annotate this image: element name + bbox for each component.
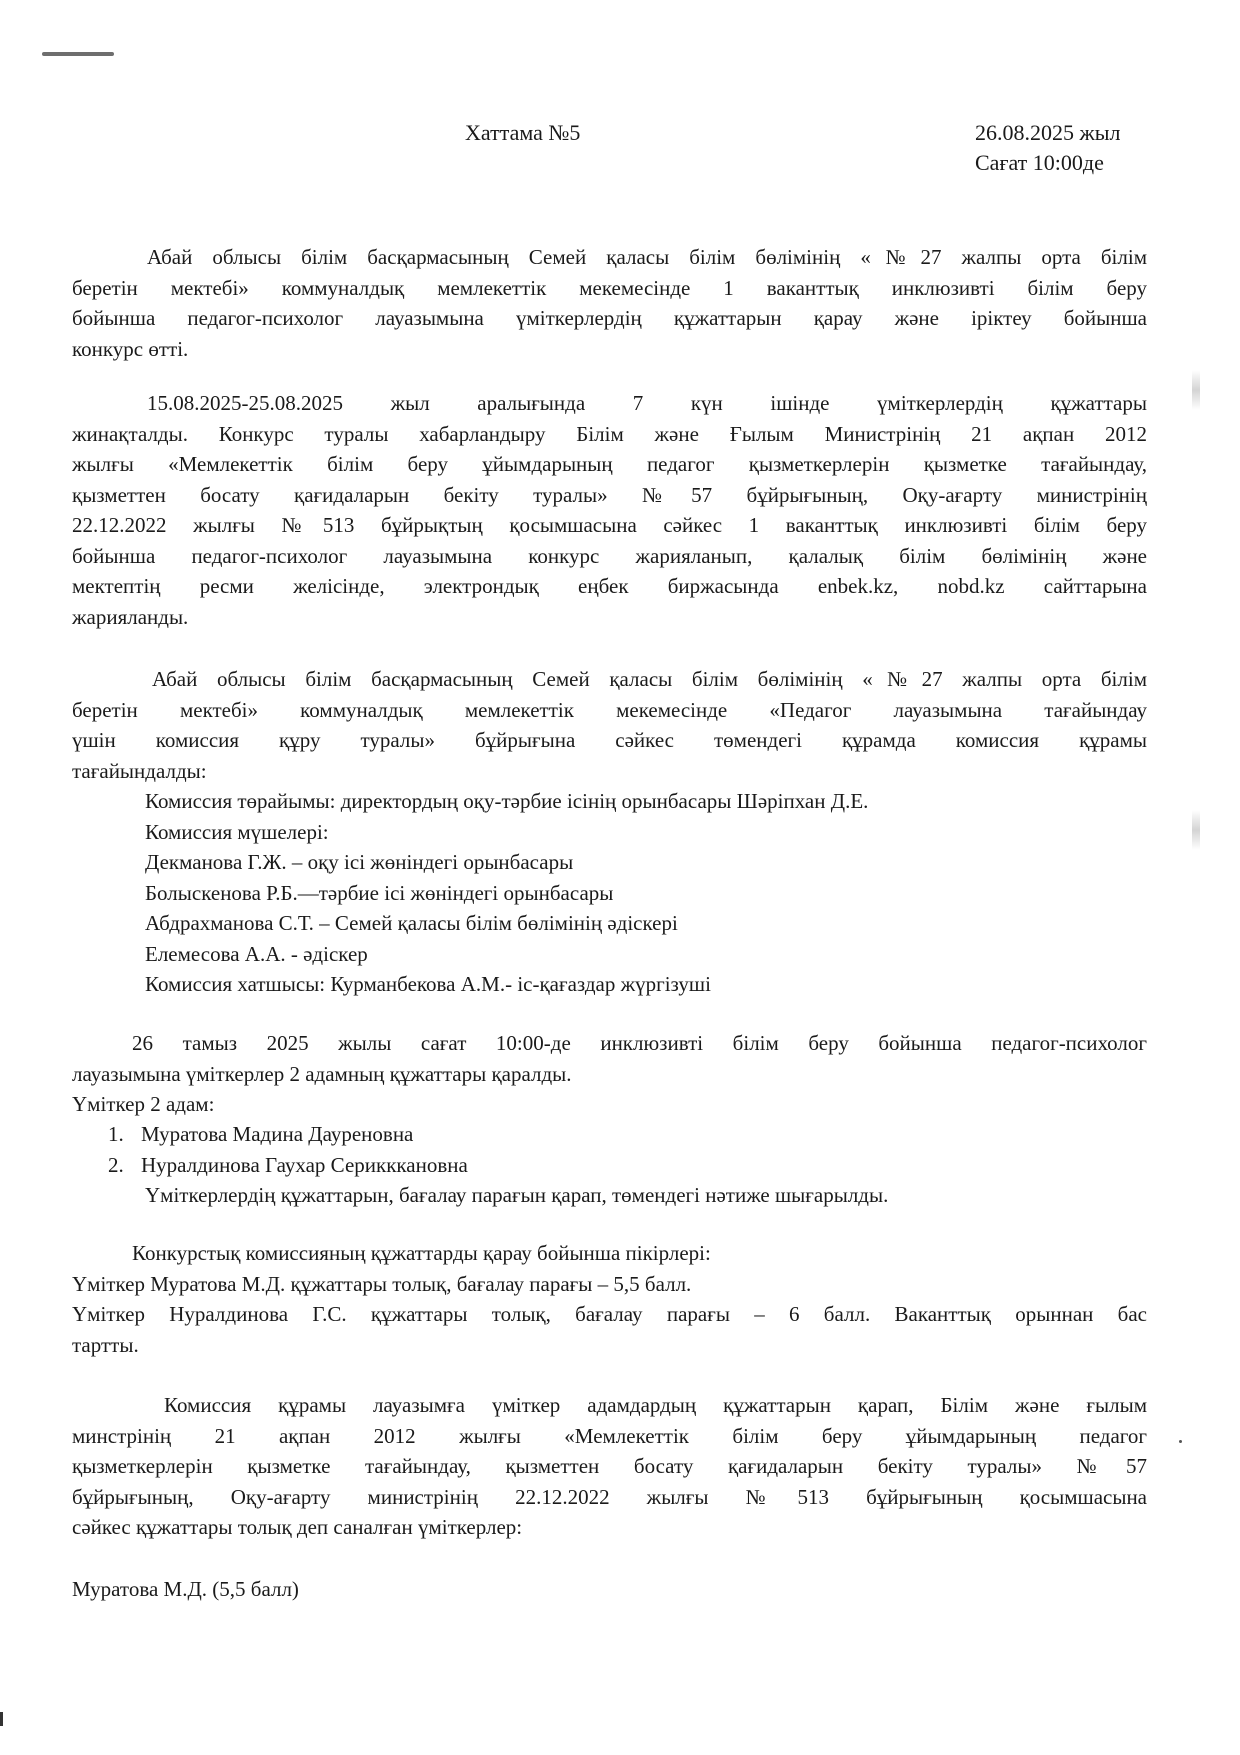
paragraph-announcement: [72, 242, 1147, 364]
candidate-item: [108, 1119, 468, 1150]
protocol-time: Сағат 10:00де: [975, 150, 1104, 175]
text-line: беретін мектебі» коммуналдық мемлекеттік мекемесінде 1 ваканттық инклюзивті білім беру: [72, 275, 1147, 300]
paragraph-commission-opinions: [72, 1238, 1147, 1360]
commission-list: [145, 786, 868, 1000]
commission-secretary: Комиссия хатшысы: Курманбекова А.М.- іс-қағаздар жүргізуші: [145, 972, 711, 996]
text-line: Комиссия құрамы лауазымға үміткер адамдардың құжаттарын қарап, Білім және ғылым: [164, 1393, 1147, 1417]
text-line: конкурс өтті.: [72, 336, 189, 361]
protocol-date: 26.08.2025 жыл: [975, 120, 1121, 145]
commission-chair: Комиссия төрайымы: директордың оқу-тәрбие ісінің орынбасары Шәріпхан Д.Е.: [145, 789, 869, 813]
scan-edge-mark: [0, 1712, 3, 1726]
candidate-number: 2.: [108, 1152, 124, 1177]
text-line: 26 тамыз 2025 жылы сағат 10:00-де инклюзивті білім беру бойынша педагог-психолог: [132, 1031, 1147, 1055]
text-line: 15.08.2025-25.08.2025 жыл аралығында 7 күн ішінде үміткерлердің құжаттары: [147, 391, 1147, 415]
text-line: Үміткер Нуралдинова Г.С. құжаттары толық, бағалау парағы – 6 балл. Ваканттық орыннан бас: [72, 1302, 1147, 1326]
candidates-title: Үміткер 2 адам:: [72, 1092, 215, 1116]
scan-speck: [1192, 370, 1200, 410]
text-line: бойынша педагог-психолог лауазымына үміткерлердің құжаттарын қарау және іріктеу бойынша: [72, 306, 1147, 330]
text-line: қызметкерлерін қызметке тағайындау, қызметтен босату қағидаларын бекіту туралы» №57: [72, 1454, 1147, 1478]
text-line: жинақталды. Конкурс туралы хабарландыру Білім және Ғылым Министрінің 21 ақпан 2012: [72, 421, 1147, 446]
protocol-title: Хаттама №5: [465, 120, 581, 145]
text-line: лауазымына үміткерлер 2 адамның құжаттары қаралды.: [72, 1061, 572, 1086]
candidate-item: [108, 1150, 468, 1181]
scan-speck: [1192, 810, 1200, 850]
text-line: минстрінің 21 ақпан 2012 жылғы «Мемлекеттік білім беру ұйымдарының педагог: [72, 1423, 1147, 1448]
commission-member: Абдрахманова С.Т. – Семей қаласы білім бөлімінің әдіскері: [145, 911, 678, 935]
text-line: қызметтен босату қағидаларын бекіту туралы» №57 бұйрығының, Оқу-ағарту министрінің: [72, 482, 1147, 507]
text-line: Абай облысы білім басқармасының Семей қаласы білім бөлімінің «№27 жалпы орта білім: [147, 245, 1147, 269]
candidates-note: Үміткерлердің құжаттарын, бағалау парағын қарап, төмендегі нәтиже шығарылды.: [145, 1183, 889, 1207]
scan-dot: [1179, 1440, 1182, 1443]
text-line: тағайындалды:: [72, 758, 207, 783]
candidate-name: Нуралдинова Гаухар Серикккановна: [141, 1152, 468, 1177]
text-line: Конкурстық комиссияның құжаттарды қарау бойынша пікірлері:: [132, 1241, 711, 1265]
result-candidate: Муратова М.Д. (5,5 балл): [72, 1577, 299, 1601]
paragraph-document-collection: [72, 388, 1147, 632]
paragraph-decision: [72, 1390, 1147, 1543]
text-line: сәйкес құжаттары толық деп саналған үміткерлер:: [72, 1515, 523, 1539]
paragraph-review: [72, 1028, 1147, 1089]
text-line: тартты.: [72, 1332, 139, 1357]
text-line: бойынша педагог-психолог лауазымына конкурс жарияланып, қалалық білім бөлімінің және: [72, 543, 1147, 568]
protocol-date-block: [975, 118, 1120, 178]
candidate-name: Муратова Мадина Дауреновна: [141, 1122, 414, 1146]
text-line: жылғы «Мемлекеттік білім беру ұйымдарының педагог қызметкерлерін қызметке тағайындау,: [72, 452, 1147, 476]
paragraph-commission-order: [72, 664, 1147, 786]
candidate-list: [108, 1119, 468, 1180]
commission-member: Болыскенова Р.Б.—тәрбие ісі жөніндегі орынбасары: [145, 880, 614, 905]
text-line: беретін мектебі» коммуналдық мемлекеттік мекемесінде «Педагог лауазымына тағайындау: [72, 697, 1147, 722]
text-line: бұйрығының, Оқу-ағарту министрінің 22.12.2022 жылғы №513 бұйрығының қосымшасына: [72, 1484, 1147, 1509]
text-line: үшін комиссия құру туралы» бұйрығына сәйкес төмендегі құрамда комиссия құрамы: [72, 728, 1147, 752]
text-line: жарияланды.: [72, 604, 189, 629]
scan-mark: [42, 52, 114, 56]
commission-members-label: Комиссия мүшелері:: [145, 819, 329, 844]
commission-member: Декманова Г.Ж. – оқу ісі жөніндегі орынбасары: [145, 850, 574, 874]
text-line: 22.12.2022 жылғы №513 бұйрықтың қосымшасына сәйкес 1 ваканттық инклюзивті білім беру: [72, 513, 1147, 537]
commission-member: Елемесова А.А. - әдіскер: [145, 941, 368, 966]
text-line: Үміткер Муратова М.Д. құжаттары толық, бағалау парағы – 5,5 балл.: [72, 1271, 692, 1296]
candidate-number: 1.: [108, 1122, 124, 1146]
text-line: Абай облысы білім басқармасының Семей қаласы білім бөлімінің «№27 жалпы орта білім: [152, 667, 1147, 691]
text-line: мектептің ресми желісінде, электрондық еңбек биржасында enbek.kz, nobd.kz сайттарына: [72, 574, 1147, 598]
